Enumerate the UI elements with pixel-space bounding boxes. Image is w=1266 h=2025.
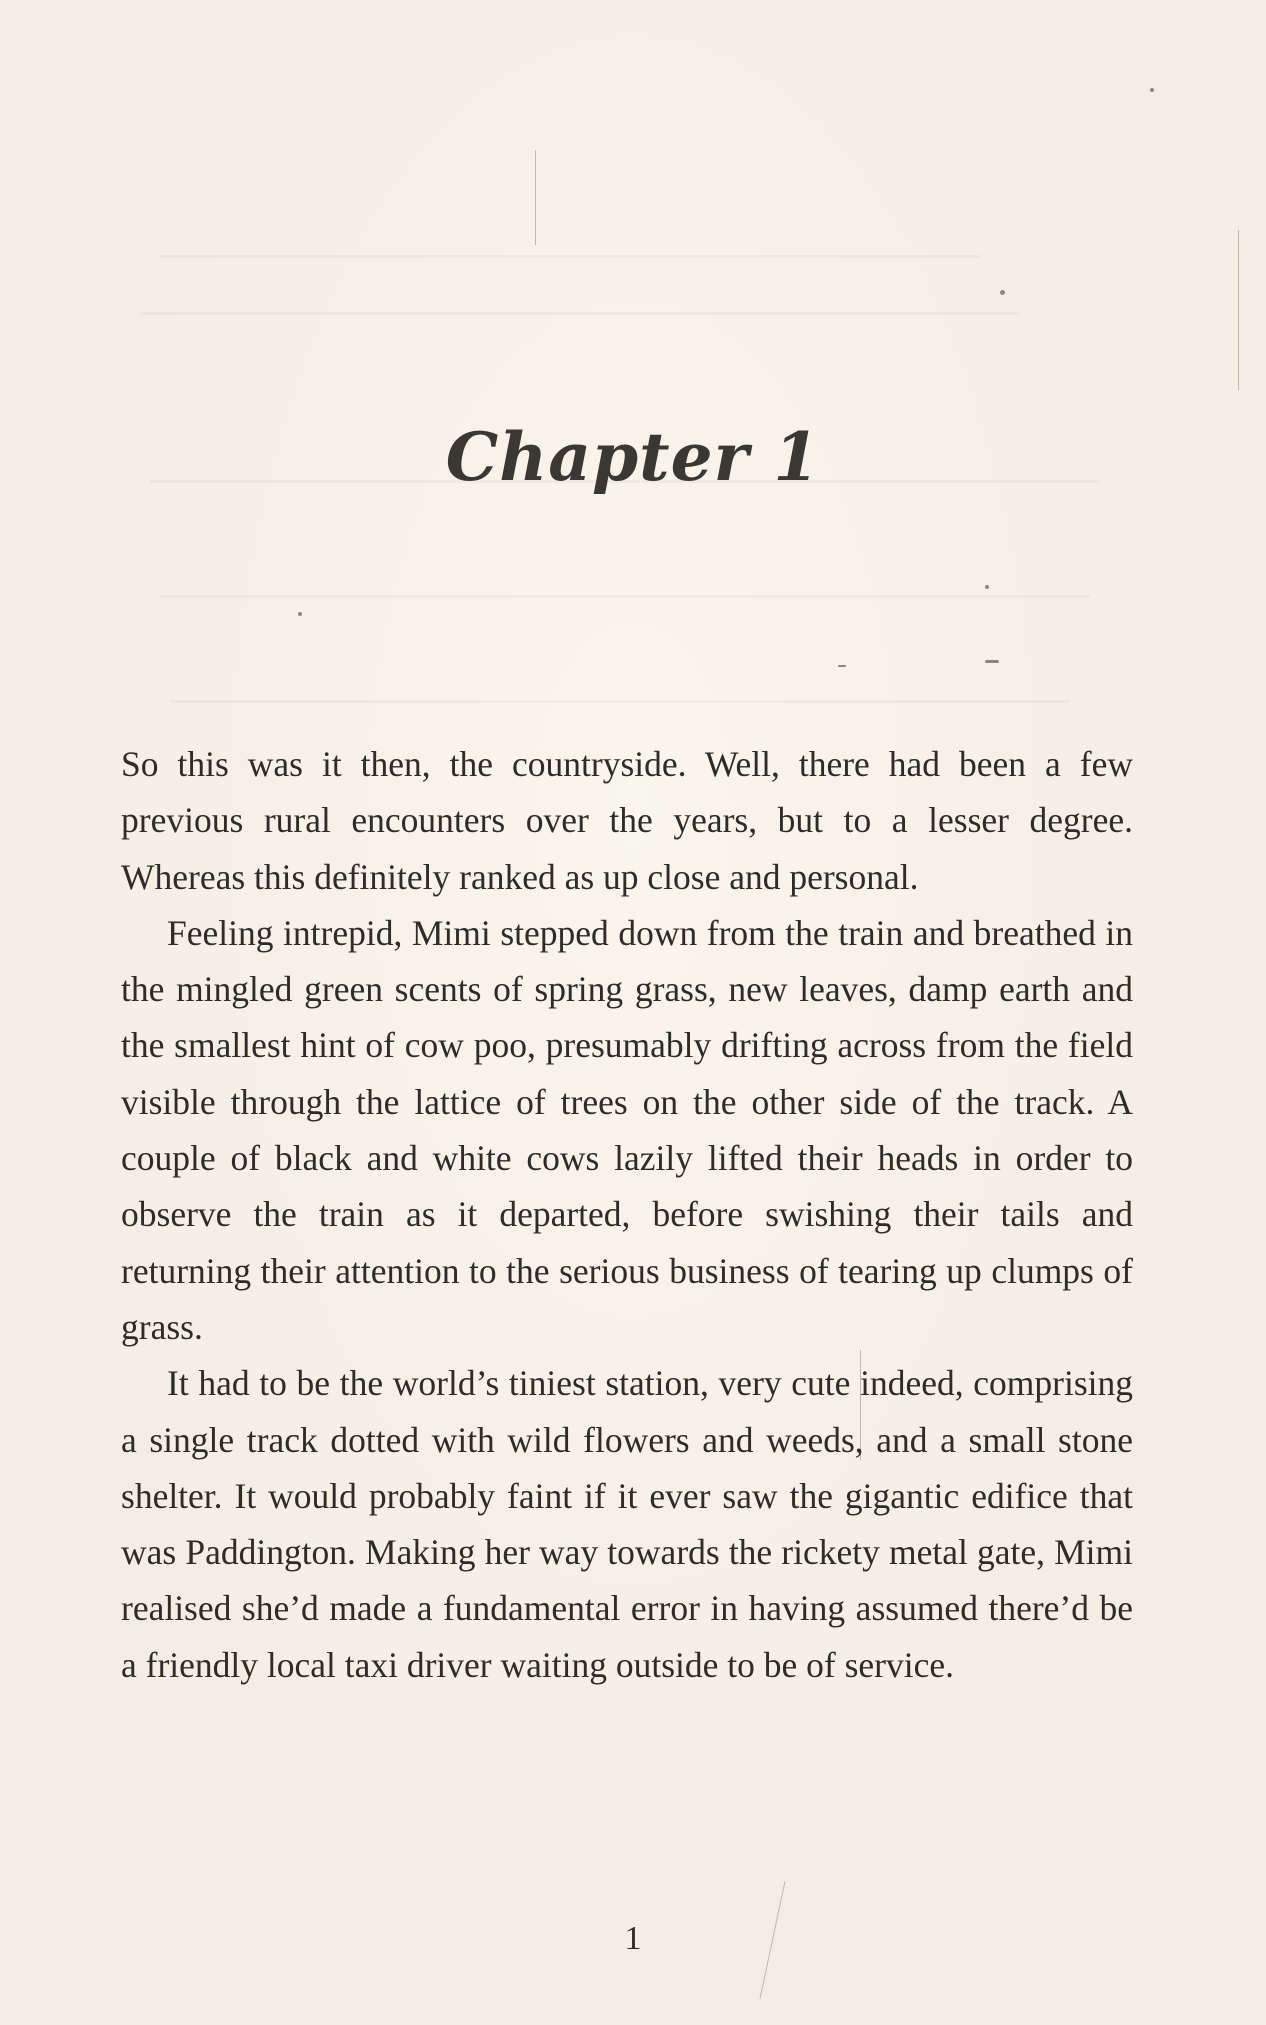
paper-speck: [838, 665, 846, 667]
paper-speck: [1000, 290, 1005, 295]
paragraph: So this was it then, the countryside. Well, there had been a few previous rural encounters over the years, but to a lesser degree. Whereas this definitely ranked as up close and personal.: [121, 744, 1133, 897]
paper-speck: [1150, 88, 1154, 92]
page-number: 1: [624, 1920, 642, 1957]
chapter-title: Chapter 1: [445, 418, 821, 496]
paper-scratch: [535, 150, 536, 245]
paragraph: It had to be the world’s tiniest station, very cute indeed, comprising a single track dotted with wild flowers and weeds, and a small stone shelter. It would probably faint if it ever saw the gigantic edifice that was Paddington. Making her way towards the rickety metal gate, Mimi realised she’d made a fundamental error in having assumed there’d be a friendly local taxi driver waiting outside to be of service.: [121, 1363, 1133, 1685]
paper-speck: [298, 612, 302, 616]
body-text: [121, 736, 1133, 1693]
show-through-line: [160, 255, 980, 258]
show-through-line: [140, 312, 1020, 315]
show-through-line: [170, 700, 1070, 703]
paper-scratch: [1238, 230, 1239, 390]
paragraph: Feeling intrepid, Mimi stepped down from the train and breathed in the mingled green scents of spring grass, new leaves, damp earth and the smallest hint of cow poo, presumably drifting across from the field visible through the lattice of trees on the other side of the track. A couple of black and white cows lazily lifted their heads in order to observe the train as it departed, before swishing their tails and returning their attention to the serious business of tearing up clumps of grass.: [121, 912, 1133, 1347]
show-through-line: [160, 595, 1090, 598]
paper-speck: [985, 660, 999, 663]
paper-speck: [985, 585, 989, 589]
